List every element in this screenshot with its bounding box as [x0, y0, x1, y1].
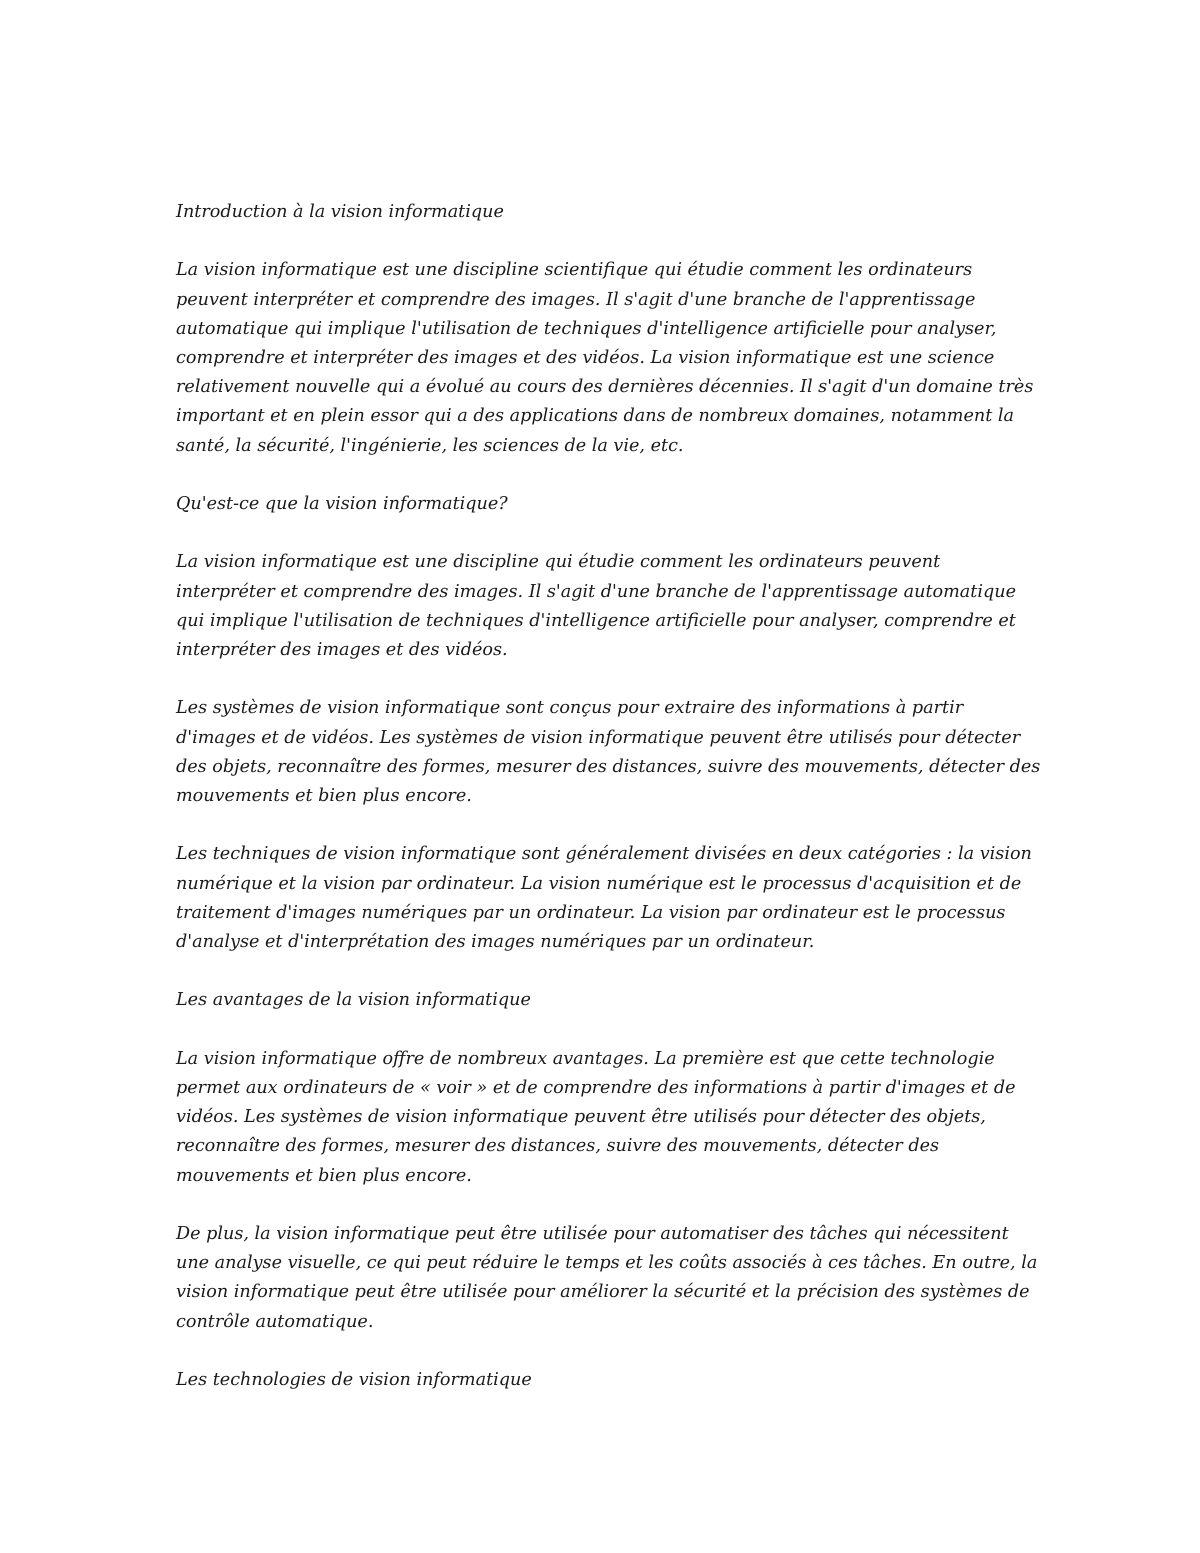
text-line: qui implique l'utilisation de techniques d'intelligence artificielle pour analyser, comprendre et: [176, 610, 1016, 631]
section-heading-technologies: [176, 1366, 1036, 1395]
text-line: De plus, la vision informatique peut être utilisée pour automatiser des tâches qui nécessitent: [176, 1223, 1009, 1244]
text-line: mouvements et bien plus encore.: [176, 1165, 472, 1186]
text-line: comprendre et interpréter des images et des vidéos. La vision informatique est une science: [176, 348, 995, 368]
text-line: La vision informatique offre de nombreux avantages. La première est que cette technologie: [176, 1048, 995, 1069]
text-line: automatique qui implique l'utilisation de techniques d'intelligence artificielle pour analyser,: [176, 318, 997, 339]
text-line: d'images et de vidéos. Les systèmes de vision informatique peuvent être utilisés pour détecter: [176, 727, 1021, 748]
text-line: santé, la sécurité, l'ingénierie, les sciences de la vie, etc.: [176, 435, 684, 456]
text-line: des objets, reconnaître des formes, mesurer des distances, suivre des mouvements, détecter des: [176, 756, 1041, 777]
text-line: Qu'est-ce que la vision informatique?: [176, 494, 508, 514]
text-line: mouvements et bien plus encore.: [176, 786, 472, 806]
text-line: Les systèmes de vision informatique sont conçus pour extraire des informations à partir: [176, 698, 964, 719]
text-line: La vision informatique est une discipline scientifique qui étudie comment les ordinateurs: [176, 260, 973, 281]
text-line: Les technologies de vision informatique: [176, 1369, 532, 1390]
text-line: important et en plein essor qui a des applications dans de nombreux domaines, notamment la: [176, 406, 1014, 427]
paragraph-definition: [176, 548, 1036, 665]
section-heading-advantages: [176, 986, 1036, 1015]
text-line: une analyse visuelle, ce qui peut réduire le temps et les coûts associés à ces tâches. En outre, la: [176, 1253, 1038, 1274]
text-line: Les techniques de vision informatique sont généralement divisées en deux catégories : la vision: [176, 844, 1032, 865]
text-line: relativement nouvelle qui a évolué au cours des dernières décennies. Il s'agit d'un domaine très: [176, 377, 1034, 398]
text-line: traitement d'images numériques par un ordinateur. La vision par ordinateur est le processus: [176, 902, 1006, 923]
text-line: numérique et la vision par ordinateur. La vision numérique est le processus d'acquisition et de: [176, 873, 1022, 894]
paragraph-introduction: [176, 256, 1036, 460]
document-body: [176, 198, 1041, 1424]
text-line: Les avantages de la vision informatique: [176, 990, 531, 1011]
paragraph-systems: [176, 694, 1041, 811]
section-heading-definition: [176, 490, 1036, 519]
text-line: interpréter des images et des vidéos.: [176, 640, 508, 660]
text-line: reconnaître des formes, mesurer des distances, suivre des mouvements, détecter des: [176, 1136, 940, 1157]
text-line: contrôle automatique.: [176, 1311, 374, 1332]
paragraph-advantages: [176, 1045, 1036, 1191]
text-line: Introduction à la vision informatique: [176, 202, 504, 222]
text-line: d'analyse et d'interprétation des images numériques par un ordinateur.: [176, 932, 815, 952]
paragraph-automation: [176, 1220, 1036, 1337]
text-line: La vision informatique est une discipline qui étudie comment les ordinateurs peuvent: [176, 552, 941, 573]
section-heading-introduction: [176, 198, 1036, 227]
text-line: peuvent interpréter et comprendre des images. Il s'agit d'une branche de l'apprentissage: [176, 289, 976, 310]
text-line: interpréter et comprendre des images. Il s'agit d'une branche de l'apprentissage automatique: [176, 581, 1016, 602]
text-line: vision informatique peut être utilisée pour améliorer la sécurité et la précision des systèmes de: [176, 1282, 1030, 1303]
text-line: vidéos. Les systèmes de vision informatique peuvent être utilisés pour détecter des objets,: [176, 1107, 986, 1128]
paragraph-techniques: [176, 840, 1036, 957]
text-line: permet aux ordinateurs de « voir » et de comprendre des informations à partir d'images et de: [176, 1077, 1016, 1098]
